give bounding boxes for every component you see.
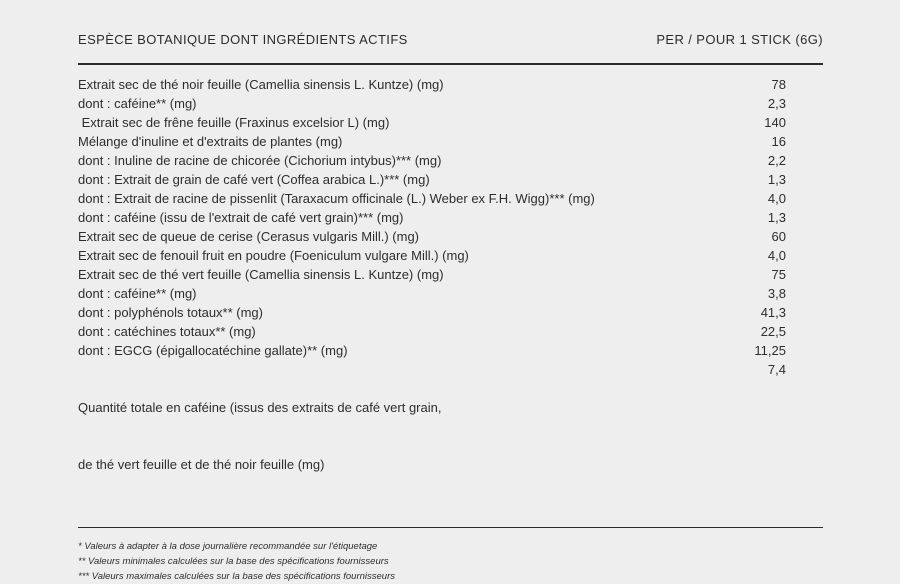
table-row	[78, 113, 823, 132]
table-row	[78, 75, 823, 94]
table-row	[78, 341, 823, 360]
ingredient-label: dont : polyphénols totaux** (mg)	[78, 304, 263, 320]
header-species-title: ESPÈCE BOTANIQUE DONT INGRÉDIENTS ACTIFS	[78, 32, 408, 47]
ingredient-label: dont : caféine** (mg)	[78, 95, 197, 111]
ingredient-label: dont : caféine** (mg)	[78, 285, 197, 301]
table-row	[78, 303, 823, 322]
table-header	[78, 32, 823, 47]
ingredient-value: 22,5	[760, 323, 786, 339]
ingredient-label: Extrait sec de frêne feuille (Fraxinus excelsior L) (mg)	[78, 114, 390, 130]
ingredient-value: 7,4	[767, 361, 786, 377]
table-row	[78, 208, 823, 227]
table-row	[78, 170, 823, 189]
footnote-single-asterisk: * Valeurs à adapter à la dose journalière recommandée sur l'étiquetage	[78, 541, 378, 552]
table-row	[78, 246, 823, 265]
ingredient-value: 3,8	[767, 285, 786, 301]
table-row	[78, 189, 823, 208]
ingredient-value: 1,3	[767, 209, 786, 225]
ingredient-label: dont : EGCG (épigallocatéchine gallate)** (mg)	[78, 342, 348, 358]
ingredient-label-line2: de thé vert feuille et de thé noir feuille (mg)	[78, 456, 325, 472]
table-row	[78, 265, 823, 284]
ingredients-table	[78, 65, 823, 512]
ingredient-label: dont : catéchines totaux** (mg)	[78, 323, 256, 339]
header-per-stick-title: PER / POUR 1 STICK (6G)	[656, 32, 823, 47]
ingredient-label: Extrait sec de fenouil fruit en poudre (Foeniculum vulgare Mill.) (mg)	[78, 247, 469, 263]
table-row	[78, 322, 823, 341]
ingredient-label: Mélange d'inuline et d'extraits de plantes (mg)	[78, 133, 343, 149]
table-row	[78, 227, 823, 246]
ingredient-label: dont : Extrait de grain de café vert (Coffea arabica L.)*** (mg)	[78, 171, 430, 187]
ingredient-label: dont : Extrait de racine de pissenlit (Taraxacum officinale (L.) Weber ex F.H. Wigg)*** (mg)	[78, 190, 595, 206]
table-row	[78, 151, 823, 170]
footnote-triple-asterisk: *** Valeurs maximales calculées sur la base des spécifications fournisseurs	[78, 571, 395, 582]
footnotes	[78, 528, 823, 584]
table-row	[78, 132, 823, 151]
table-row	[78, 360, 823, 512]
table-row	[78, 94, 823, 113]
ingredient-value: 78	[771, 76, 786, 92]
ingredient-value: 11,25	[754, 342, 786, 358]
ingredient-label: Extrait sec de thé vert feuille (Camellia sinensis L. Kuntze) (mg)	[78, 266, 444, 282]
ingredient-value: 2,2	[767, 152, 786, 168]
ingredient-value: 41,3	[760, 304, 786, 320]
ingredient-label-line1: Quantité totale en caféine (issus des extraits de café vert grain,	[78, 399, 442, 415]
ingredient-value: 60	[771, 228, 786, 244]
ingredient-value: 2,3	[767, 95, 786, 111]
ingredient-label	[78, 360, 753, 512]
ingredient-label: dont : Inuline de racine de chicorée (Cichorium intybus)*** (mg)	[78, 152, 442, 168]
ingredient-label: Extrait sec de thé noir feuille (Camellia sinensis L. Kuntze) (mg)	[78, 76, 444, 92]
ingredient-value: 4,0	[767, 190, 786, 206]
ingredient-value: 4,0	[767, 247, 786, 263]
ingredient-label: Extrait sec de queue de cerise (Cerasus vulgaris Mill.) (mg)	[78, 228, 420, 244]
ingredient-value: 75	[771, 266, 786, 282]
ingredient-label: dont : caféine (issu de l'extrait de café vert grain)*** (mg)	[78, 209, 404, 225]
ingredient-value: 16	[771, 133, 786, 149]
footnote-double-asterisk: ** Valeurs minimales calculées sur la base des spécifications fournisseurs	[78, 556, 389, 567]
table-row	[78, 284, 823, 303]
ingredient-value: 140	[764, 114, 786, 130]
ingredient-value: 1,3	[767, 171, 786, 187]
